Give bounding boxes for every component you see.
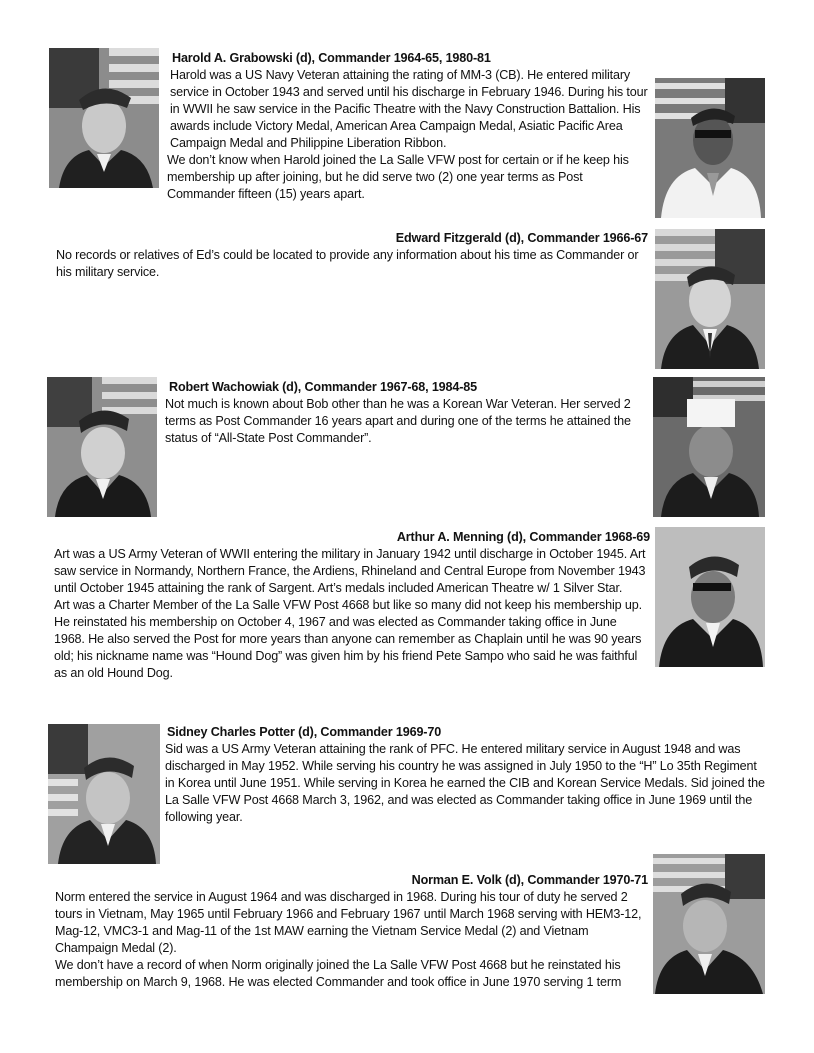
entry-paragraph: Not much is known about Bob other than he was a Korean War Veteran. Her served 2 terms as Post Commander 16 years apart and during one of the terms he attained the status of “All-State Post Commander”. (165, 397, 631, 445)
entry-title: Sidney Charles Potter (d), Commander 1969-70 (167, 725, 442, 739)
entry-norman-volk (55, 872, 648, 991)
entry-paragraph: Harold was a US Navy Veteran attaining the rating of MM-3 (CB). He entered military service in October 1943 and served until his discharge in February 1946. During his tour in WWII he saw service in the Pacific Theatre with the Navy Construction Battalion. His awards include Victory Medal, American Area Campaign Medal, Asiatic Pacific Area Campaign Medal and Philippine Liberation Ribbon. (170, 68, 648, 150)
portrait-edward-fitzgerald (655, 229, 765, 369)
portrait-robert-wachowiak (47, 377, 157, 517)
entry-harold-grabowski (167, 50, 650, 203)
portrait-harold-grabowski-older (655, 78, 765, 218)
entry-sidney-potter (165, 724, 765, 826)
portrait-sidney-potter (48, 724, 160, 864)
entry-edward-fitzgerald (56, 230, 648, 281)
entry-paragraph: No records or relatives of Ed’s could be located to provide any information about his time as Commander or his military service. (56, 248, 639, 279)
entry-paragraph: Norm entered the service in August 1964 and was discharged in 1968. During his tour of duty he served 2 tours in Vietnam, May 1965 until February 1966 and February 1967 until March 1968 serving with HEM3-12, Mag-12, VMC3-1 and Mag-11 of the 1st MAW earning the Vietnam Service Medal (2) and Vietnam Champaign Medal (2). (55, 890, 642, 955)
entry-title: Robert Wachowiak (d), Commander 1967-68, 1984-85 (169, 380, 477, 394)
entry-title: Arthur A. Menning (d), Commander 1968-69 (396, 530, 650, 544)
portrait-arthur-menning (655, 527, 765, 667)
portrait-robert-wachowiak-2 (653, 377, 765, 517)
entry-paragraph: Sid was a US Army Veteran attaining the rank of PFC. He entered military service in August 1948 and was discharged in May 1952. While serving his country he was assigned in July 1950 to the “H” Lo 35th Regiment in Korea until June 1951. While serving in Korea he earned the CIB and Korean Service Medals. Sid joined the La Salle VFW Post 4668 March 3, 1962, and was elected as Commander taking office in June 1969 until the following year. (165, 742, 765, 824)
portrait-harold-grabowski (49, 48, 159, 188)
entry-title: Edward Fitzgerald (d), Commander 1966-67 (395, 231, 648, 245)
entry-paragraph: We don’t have a record of when Norm originally joined the La Salle VFW Post 4668 but he reinstated his membership on March 9, 1968. He was elected Commander and took office in June 1970 serving 1 term (55, 958, 622, 989)
entry-paragraph: Art was a US Army Veteran of WWII entering the military in January 1942 until discharge in October 1945. Art saw service in Normandy, Northern France, the Ardiens, Rhineland and Central Europe from November 1943 until October 1945 attaining the rank of Sargent. Art’s medals included American Theatre w/ 1 Silver Star. (54, 547, 646, 595)
entry-robert-wachowiak (165, 379, 649, 447)
entry-paragraph: Art was a Charter Member of the La Salle VFW Post 4668 but like so many did not keep his membership up. He reinstated his membership on October 4, 1967 and was elected as Commander taking office in June 1968. He also served the Post for more years than anyone can remember as Chaplain until he was 90 years old; his nickname name was “Hound Dog” was given him by his friend Pete Sampo who said he was faithful as an old Hound Dog. (54, 598, 642, 680)
portrait-norman-volk (653, 854, 765, 994)
entry-arthur-menning (54, 529, 650, 682)
entry-paragraph: We don’t know when Harold joined the La Salle VFW post for certain or if he keep his membership up after joining, but he did serve two (2) one year terms as Post Commander fifteen (15) years apart. (167, 153, 629, 201)
entry-title: Norman E. Volk (d), Commander 1970-71 (411, 873, 648, 887)
entry-title: Harold A. Grabowski (d), Commander 1964-65, 1980-81 (172, 51, 491, 65)
